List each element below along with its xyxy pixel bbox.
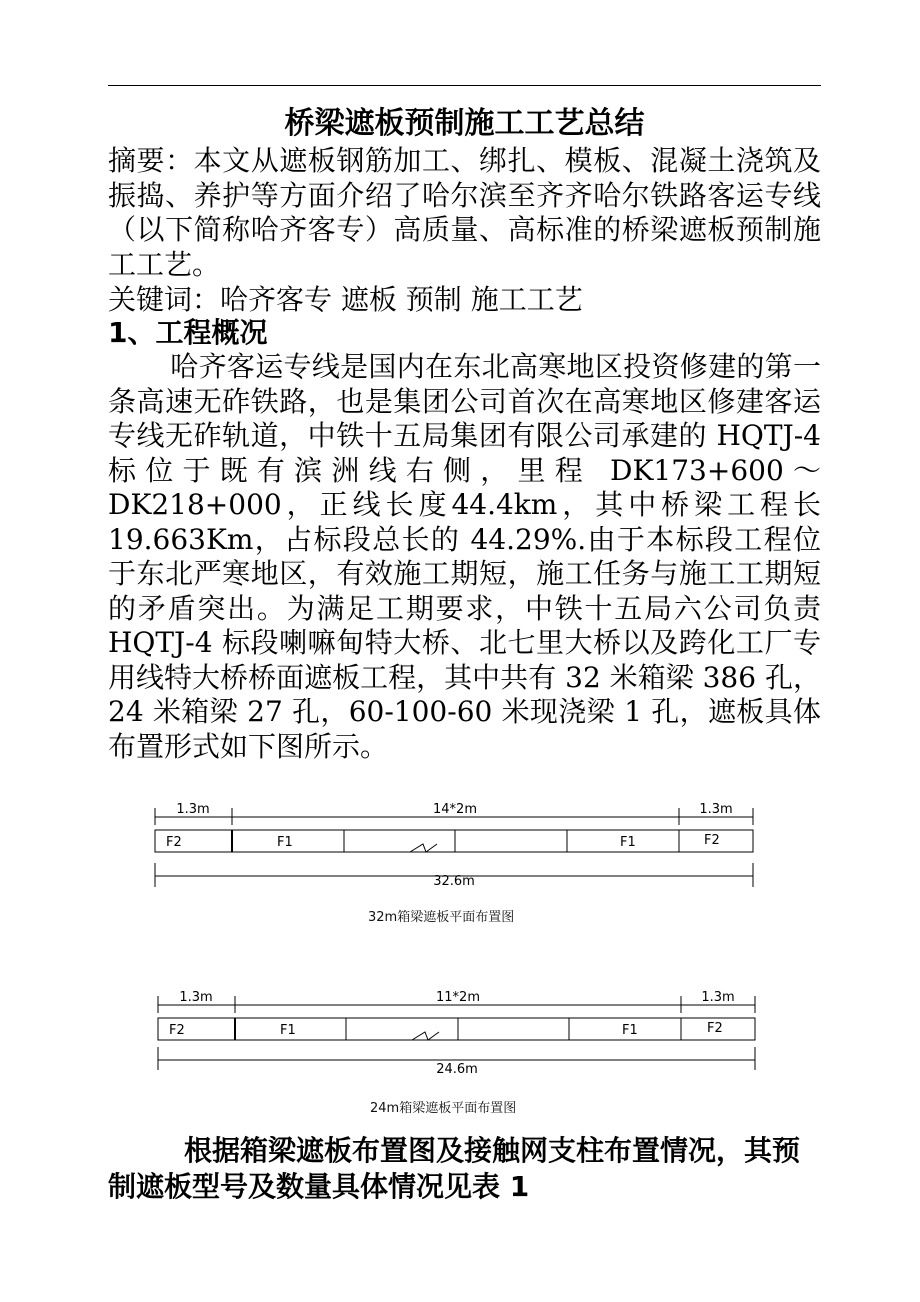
diagram-24m xyxy=(0,983,920,1087)
closing-text: 根据箱梁遮板布置图及接触网支柱布置情况，其预制遮板型号及数量具体情况见表 1 xyxy=(108,1134,801,1203)
panel-label-f1-right: F1 xyxy=(620,835,636,850)
dim-left-label: 1.3m xyxy=(179,990,213,1005)
panel-label-f1-right: F1 xyxy=(622,1023,638,1038)
body-text: 哈齐客运专线是国内在东北高寒地区投资修建的第一条高速无砟铁路，也是集团公司首次在高寒地区修建客运专线无砟轨道，中铁十五局集团有限公司承建的 HQTJ-4 标位于既有滨洲线右侧，里程 DK173+600～DK218+000，正线长度44.4km，其中桥梁工程长 19.663Km，占标段总长的 44.29%.由于本标段工程位于东北严寒地区，有效施工期短，施工任务与施工工期短的矛盾突出。为满足工期要求，中铁十五局六公司负责HQTJ-4 标段喇嘛甸特大桥、北七里大桥以及跨化工厂专用线特大桥桥面遮板工程，其中共有 32 米箱梁 386 孔，24 米箱梁 27 孔，60-100-60 米现浇梁 1 孔，遮板具体布置形式如下图所示。 xyxy=(108,350,821,763)
dim-middle-label: 14*2m xyxy=(433,802,477,817)
total-length-label: 32.6m xyxy=(433,874,475,889)
diagram-32m xyxy=(0,795,920,899)
panel-label-f2-right: F2 xyxy=(707,1021,723,1036)
body-paragraph xyxy=(108,350,821,764)
dim-middle-label: 11*2m xyxy=(436,990,480,1005)
panel-label-f1-left: F1 xyxy=(277,835,293,850)
closing-paragraph xyxy=(108,1133,821,1205)
panel-label-f2-left: F2 xyxy=(166,835,182,850)
panel-label-f2-right: F2 xyxy=(704,833,720,848)
header-rule xyxy=(108,85,821,86)
diagram-24m-caption: 24m箱梁遮板平面布置图 xyxy=(370,1101,517,1116)
total-length-label: 24.6m xyxy=(436,1062,478,1077)
panel-label-f1-left: F1 xyxy=(280,1023,296,1038)
section-heading: 1、工程概况 xyxy=(108,316,268,349)
keywords-line: 关键词：哈齐客专 遮板 预制 施工工艺 xyxy=(108,283,583,316)
dim-left-label: 1.3m xyxy=(176,802,210,817)
diagram-32m-caption: 32m箱梁遮板平面布置图 xyxy=(368,910,515,925)
diagram-24m-svg xyxy=(0,983,920,1083)
dim-right-label: 1.3m xyxy=(699,802,733,817)
panel-label-f2-left: F2 xyxy=(169,1023,185,1038)
document-title: 桥梁遮板预制施工工艺总结 xyxy=(284,106,645,141)
dim-right-label: 1.3m xyxy=(701,990,735,1005)
abstract-paragraph: 摘要：本文从遮板钢筋加工、绑扎、模板、混凝土浇筑及振捣、养护等方面介绍了哈尔滨至齐齐哈尔铁路客运专线（以下简称哈齐客专）高质量、高标准的桥梁遮板预制施工工艺。 xyxy=(108,144,821,281)
diagram-32m-svg xyxy=(0,795,920,895)
